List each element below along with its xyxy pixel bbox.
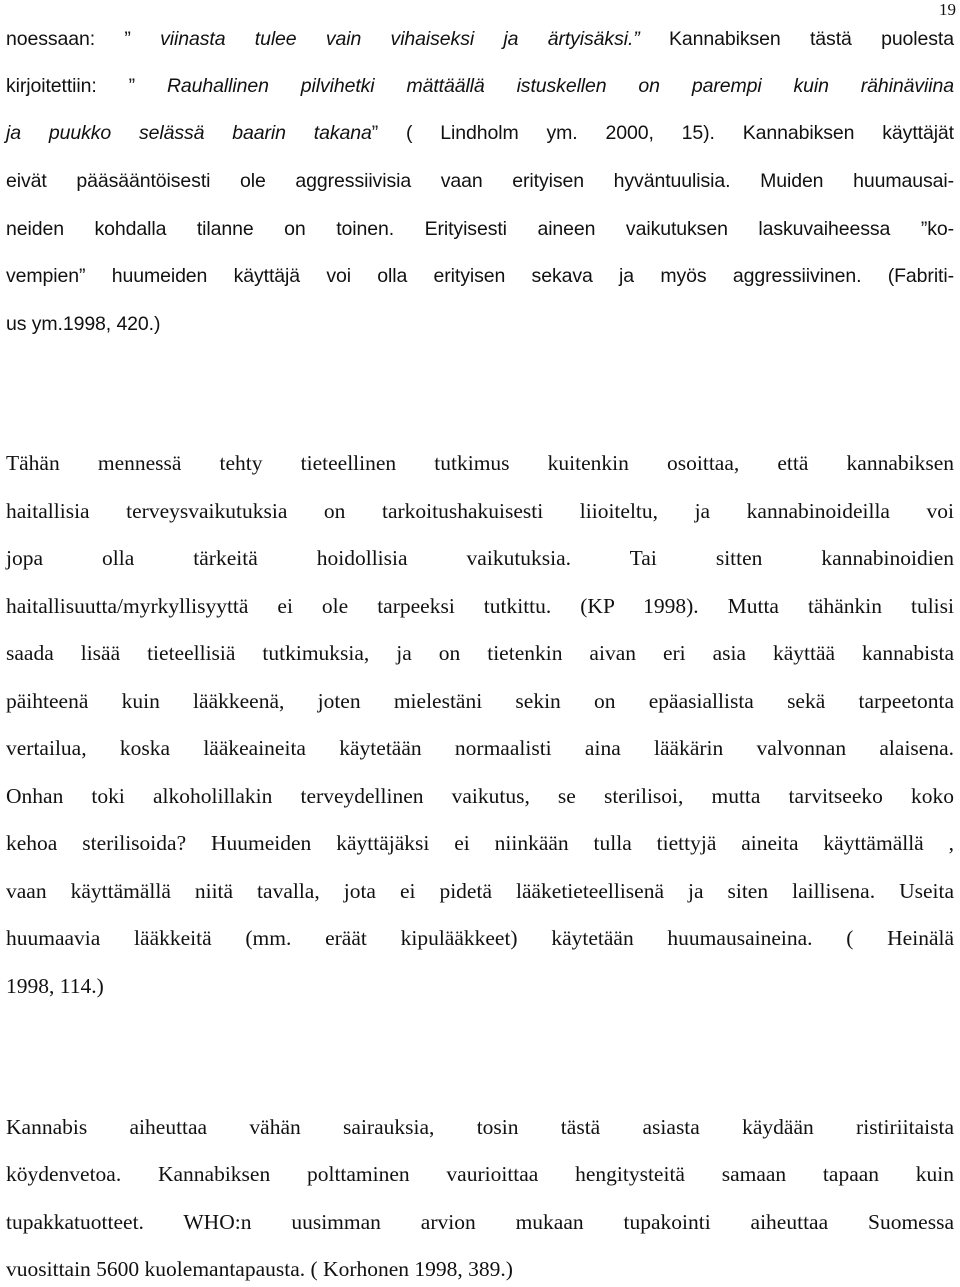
text-line: päihteenä kuin lääkkeenä, joten mielestäni sekin on epäasiallista sekä tarpeetonta <box>6 689 954 713</box>
text-line: vempien” huumeiden käyttäjä voi olla erityisen sekava ja myös aggressiivinen. (Fabriti- <box>6 265 954 287</box>
text-line: vuosittain 5600 kuolemantapausta. ( Korhonen 1998, 389.) <box>6 1257 513 1281</box>
text-line: haitallisia terveysvaikutuksia on tarkoitushakuisesti liioiteltu, ja kannabinoideilla voi <box>6 499 954 523</box>
text-line <box>6 122 954 145</box>
text-line: tupakkatuotteet. WHO:n uusimman arvion mukaan tupakointi aiheuttaa Suomessa <box>6 1210 954 1234</box>
text-line: vertailua, koska lääkeaineita käytetään normaalisti aina lääkärin valvonnan alaisena. <box>6 736 954 760</box>
text-span: noessaan: ” <box>6 28 161 50</box>
text-line <box>6 75 954 98</box>
text-line: eivät pääsääntöisesti ole aggressiivisia vaan erityisen hyväntuulisia. Muiden huumausai- <box>6 170 954 192</box>
text-line: huumaavia lääkkeitä (mm. eräät kipulääkkeet) käytetään huumausaineina. ( Heinälä <box>6 926 954 950</box>
text-line: neiden kohdalla tilanne on toinen. Erityisesti aineen vaikutuksen laskuvaiheessa ”ko- <box>6 218 954 240</box>
text-line: 1998, 114.) <box>6 974 104 998</box>
text-line: vaan käyttämällä niitä tavalla, jota ei pidetä lääketieteellisenä ja siten laillisena. Useita <box>6 879 954 903</box>
text-line: Onhan toki alkoholillakin terveydellinen vaikutus, se sterilisoi, mutta tarvitseeko koko <box>6 784 954 808</box>
text-line: saada lisää tieteellisiä tutkimuksia, ja on tietenkin aivan eri asia käyttää kannabista <box>6 641 954 665</box>
italic-quote: Rauhallinen pilvihetki mättäällä istuskellen on parempi kuin rähinäviina <box>166 75 954 97</box>
text-span: Kannabiksen tästä puolesta <box>639 28 954 50</box>
text-line: jopa olla tärkeitä hoidollisia vaikutuksia. Tai sitten kannabinoidien <box>6 546 954 570</box>
text-span: kirjoitettiin: ” <box>6 75 167 97</box>
text-line: Tähän mennessä tehty tieteellinen tutkimus kuitenkin osoittaa, että kannabiksen <box>6 451 954 475</box>
text-line <box>6 28 954 51</box>
text-line: kehoa sterilisoida? Huumeiden käyttäjäksi ei niinkään tulla tiettyjä aineita käyttämällä , <box>6 831 954 855</box>
text-line: haitallisuutta/myrkyllisyyttä ei ole tarpeeksi tutkittu. (KP 1998). Mutta tähänkin tulisi <box>6 594 954 618</box>
text-line: us ym.1998, 420.) <box>6 313 161 335</box>
italic-quote: viinasta tulee vain vihaiseksi ja ärtyisäksi.” <box>160 28 640 50</box>
italic-quote: ja puukko selässä baarin takana <box>6 122 372 144</box>
page-number: 19 <box>939 0 956 19</box>
text-span: ” ( Lindholm ym. 2000, 15). Kannabiksen käyttäjät <box>371 122 954 144</box>
text-line: Kannabis aiheuttaa vähän sairauksia, tosin tästä asiasta käydään ristiriitaista <box>6 1115 954 1139</box>
text-line: köydenvetoa. Kannabiksen polttaminen vaurioittaa hengitysteitä samaan tapaan kuin <box>6 1162 954 1186</box>
